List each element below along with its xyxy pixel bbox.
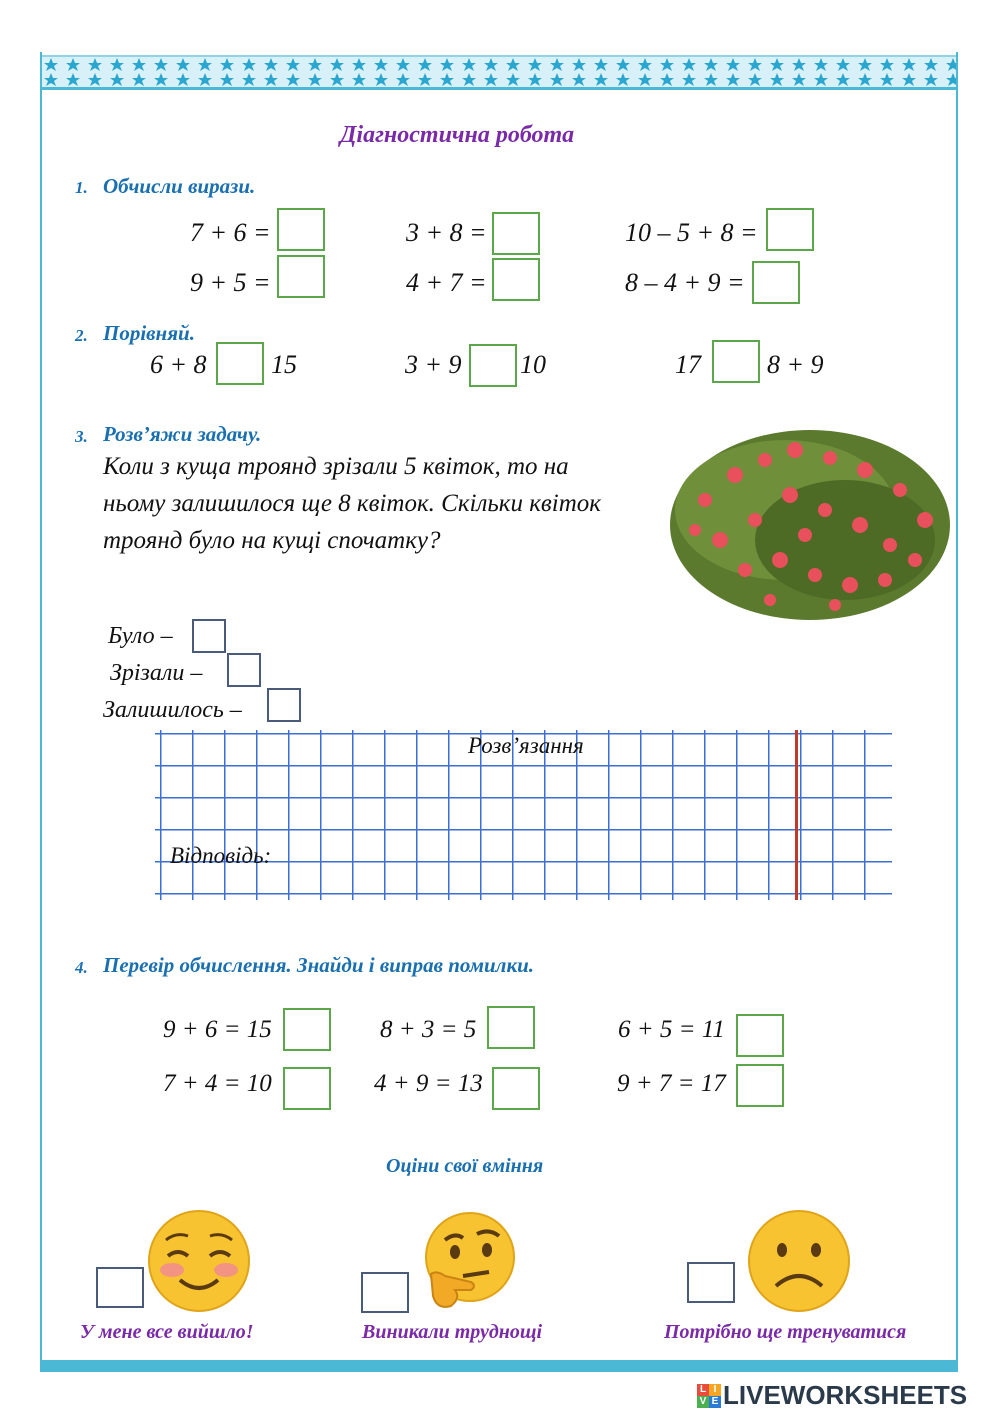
- answer-box-1-3[interactable]: [766, 208, 814, 251]
- page-title: Діагностична робота: [340, 122, 575, 148]
- solution-heading: Розв’язання: [468, 733, 584, 758]
- expr-1-6: 8 – 4 + 9 =: [625, 268, 745, 297]
- self-eval-option-2: Виникали труднощі: [362, 1321, 543, 1343]
- logo-badge-icon: [697, 1384, 721, 1408]
- compare-right-1: 15: [271, 350, 297, 379]
- task-2-label: Порівняй.: [103, 321, 195, 345]
- task-4-label: Перевір обчислення. Знайди і виправ помилки.: [103, 953, 535, 977]
- check-expr-6: 9 + 7 = 17: [617, 1070, 726, 1097]
- task-2-number: 2.: [75, 326, 88, 345]
- check-box-2[interactable]: [487, 1006, 535, 1049]
- check-box-1[interactable]: [283, 1008, 331, 1051]
- expr-1-3: 10 – 5 + 8 =: [625, 218, 758, 247]
- compare-right-2: 10: [520, 350, 546, 379]
- expr-1-1: 7 + 6 =: [190, 218, 271, 247]
- thinking-face-icon: [415, 1212, 520, 1312]
- self-eval-option-1: У мене все вийшло!: [80, 1321, 254, 1343]
- compare-box-3[interactable]: [712, 340, 760, 383]
- answer-label: Відповідь:: [170, 843, 272, 868]
- logo-letter-v: V: [697, 1396, 709, 1408]
- check-expr-2: 8 + 3 = 5: [380, 1016, 477, 1043]
- bylo-box[interactable]: [192, 619, 226, 653]
- logo-letter-e: E: [709, 1396, 721, 1408]
- smiling-face-icon: [146, 1208, 252, 1314]
- task-4-number: 4.: [75, 958, 88, 977]
- logo-text: LIVEWORKSHEETS: [723, 1380, 968, 1410]
- compare-box-2[interactable]: [469, 344, 517, 387]
- compare-left-2: 3 + 9: [405, 350, 462, 379]
- answer-box-1-6[interactable]: [752, 261, 800, 304]
- liveworksheets-logo: [697, 1380, 967, 1411]
- compare-left-3: 17: [675, 350, 701, 379]
- answer-box-1-5[interactable]: [492, 258, 540, 301]
- self-eval-option-3: Потрібно ще тренуватися: [664, 1321, 907, 1343]
- grid-margin-line: [795, 730, 798, 900]
- compare-box-1[interactable]: [216, 342, 264, 385]
- compare-left-1: 6 + 8: [150, 350, 207, 379]
- bottom-border: [40, 1360, 958, 1372]
- task-3-label: Розв’яжи задачу.: [103, 422, 262, 446]
- check-expr-4: 7 + 4 = 10: [163, 1070, 272, 1097]
- sad-face-icon: [746, 1208, 852, 1314]
- check-box-4[interactable]: [283, 1067, 331, 1110]
- check-box-6[interactable]: [736, 1064, 784, 1107]
- check-expr-3: 6 + 5 = 11: [618, 1016, 725, 1043]
- self-eval-box-3[interactable]: [687, 1262, 735, 1303]
- bylo-label: Було –: [108, 623, 173, 649]
- zrizaly-box[interactable]: [227, 653, 261, 687]
- answer-box-1-2[interactable]: [492, 212, 540, 255]
- task-3-number: 3.: [75, 427, 88, 446]
- check-expr-5: 4 + 9 = 13: [374, 1070, 483, 1097]
- logo-letter-l: L: [697, 1384, 709, 1396]
- expr-1-5: 4 + 7 =: [406, 268, 487, 297]
- answer-box-1-4[interactable]: [277, 255, 325, 298]
- self-eval-box-1[interactable]: [96, 1267, 144, 1308]
- rose-bush-image: [665, 420, 955, 630]
- self-eval-title: Оціни свої вміння: [386, 1155, 544, 1177]
- logo-letter-i: I: [709, 1384, 721, 1396]
- zrizaly-label: Зрізали –: [110, 660, 203, 686]
- check-expr-1: 9 + 6 = 15: [163, 1016, 272, 1043]
- check-box-3[interactable]: [736, 1014, 784, 1057]
- self-eval-box-2[interactable]: [361, 1272, 409, 1313]
- problem-text-line-3: троянд було на кущі спочатку?: [103, 527, 441, 554]
- task-1-number: 1.: [75, 178, 88, 197]
- task-1-label: Обчисли вирази.: [103, 174, 256, 198]
- expr-1-4: 9 + 5 =: [190, 268, 271, 297]
- problem-text-line-1: Коли з куща троянд зрізали 5 квіток, то на: [103, 453, 569, 480]
- answer-box-1-1[interactable]: [277, 208, 325, 251]
- zalyshylos-label: Залишилось –: [103, 697, 242, 723]
- check-box-5[interactable]: [492, 1067, 540, 1110]
- problem-text-line-2: ньому залишилося ще 8 квіток. Скільки квіток: [103, 490, 601, 517]
- expr-1-2: 3 + 8 =: [406, 218, 487, 247]
- compare-right-3: 8 + 9: [767, 350, 824, 379]
- zalyshylos-box[interactable]: [267, 688, 301, 722]
